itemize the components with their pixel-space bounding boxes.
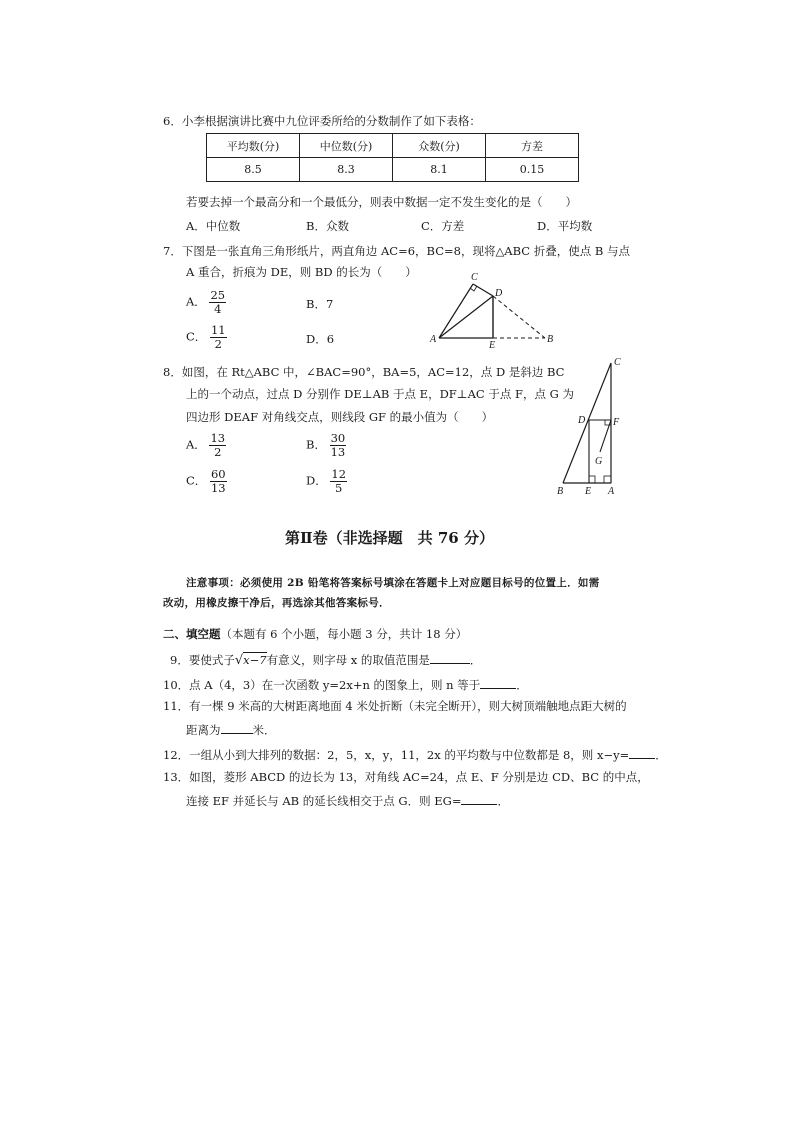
label-f: F [613, 417, 620, 428]
option-label: C． [186, 329, 207, 344]
table-header-row [207, 134, 579, 158]
q7-option-c[interactable] [186, 324, 227, 351]
q7-line2: A 重合，折痕为 DE，则 BD 的长为（ ） [186, 265, 417, 279]
q6-option-a[interactable]: A．中位数 [186, 219, 241, 233]
numerator: 13 [210, 431, 226, 445]
right-angle-mark [604, 476, 611, 483]
option-label: A． [186, 437, 206, 452]
table-cell: 8.1 [393, 158, 486, 182]
q9-radicand: x−7 [243, 653, 267, 667]
sqrt-icon: √ [234, 653, 244, 668]
q8-option-c[interactable] [186, 468, 227, 495]
label-b: B [557, 486, 564, 497]
denominator: 5 [335, 481, 343, 495]
numerator: 60 [210, 467, 226, 481]
part-desc: （本题有 6 个小题，每小题 3 分，共计 18 分） [220, 627, 468, 641]
q7-line1: 7．下图是一张直角三角形纸片，两直角边 AC=6，BC=8，现将△ABC 折叠，使点 B 与点 [163, 244, 630, 258]
numerator: 11 [210, 323, 226, 337]
q7-option-a[interactable] [186, 289, 226, 316]
denominator: 13 [210, 481, 226, 495]
table-header-cell: 方差 [486, 134, 579, 158]
q9-end: ． [469, 653, 482, 667]
table-cell: 8.3 [300, 158, 393, 182]
q10 [163, 676, 528, 693]
q10-end: ． [516, 678, 528, 692]
denominator: 2 [214, 445, 222, 459]
q8-line3: 四边形 DEAF 对角线交点，则线段 GF 的最小值为（ ） [186, 410, 494, 424]
q9-pre: 9．要使式子 [170, 653, 235, 667]
fraction [330, 432, 347, 459]
right-angle-mark [589, 476, 595, 483]
answer-blank[interactable] [629, 746, 655, 759]
q10-pre: 10．点 A（4，3）在一次函数 y=2x+n 的图象上，则 n 等于 [163, 678, 481, 692]
q6-stem: 6．小李根据演讲比赛中九位评委所给的分数制作了如下表格： [163, 114, 481, 128]
table-header-cell: 中位数(分) [300, 134, 393, 158]
q7-triangle-figure [425, 268, 560, 350]
q7-option-d[interactable]: D．6 [306, 332, 335, 346]
q13-end: ． [497, 794, 509, 808]
q6-stats-table [206, 133, 579, 182]
fraction [209, 289, 226, 316]
q8-line1: 8．如图，在 Rt△ABC 中，∠BAC=90°，BA=5，AC=12，点 D 是斜边 BC [163, 365, 565, 379]
label-b: B [547, 334, 554, 345]
label-g: G [595, 456, 603, 467]
answer-blank[interactable] [430, 651, 470, 664]
fraction [210, 468, 227, 495]
q11-line1: 11．有一棵 9 米高的大树距离地面 4 米处折断（未完全断开），则大树顶端触地点距大树的 [163, 699, 627, 713]
q12-end: ． [655, 748, 667, 762]
part-heading [163, 626, 467, 642]
option-label: D． [306, 473, 327, 488]
answer-blank[interactable] [461, 792, 497, 805]
q8-option-d[interactable] [306, 468, 347, 495]
label-a: A [430, 334, 437, 345]
label-c: C [614, 357, 621, 368]
segment-db-dashed [493, 296, 545, 338]
q13-line2 [186, 792, 509, 809]
label-a: A [608, 486, 615, 497]
q13-pre: 连接 EF 并延长与 AB 的延长线相交于点 G．则 EG= [186, 794, 462, 808]
notice-line1: 注意事项：必须使用 2B 铅笔将答案标号填涂在答题卡上对应题目标号的位置上．如需 [186, 577, 600, 589]
segment-bc [563, 363, 611, 483]
q11-line2 [186, 721, 276, 738]
table-header-cell: 平均数(分) [207, 134, 300, 158]
answer-blank[interactable] [221, 721, 253, 734]
table-cell: 8.5 [207, 158, 300, 182]
q8-option-a[interactable] [186, 432, 226, 459]
fraction [210, 324, 227, 351]
table-row [207, 158, 579, 182]
q8-line2: 上的一个动点，过点 D 分别作 DE⊥AB 于点 E，DF⊥AC 于点 F，点 G 为 [186, 387, 574, 401]
section-title: 第Ⅱ卷（非选择题 共 76 分） [285, 529, 494, 547]
option-label: B． [306, 437, 326, 452]
label-d: D [578, 415, 586, 426]
q8-triangle-figure [552, 355, 627, 500]
q9-post: 有意义，则字母 x 的取值范围是 [266, 653, 430, 667]
answer-blank[interactable] [480, 676, 516, 689]
q12 [163, 746, 667, 763]
fraction [209, 432, 226, 459]
option-label: A． [186, 294, 206, 309]
q6-option-b[interactable]: B．众数 [306, 219, 349, 233]
q11-pre: 距离为 [186, 723, 221, 737]
table-cell: 0.15 [486, 158, 579, 182]
part-title: 二、填空题 [163, 627, 221, 641]
segment-ca [439, 284, 473, 338]
numerator: 25 [210, 288, 226, 302]
notice-line2: 改动，用橡皮擦干净后，再选涂其他答案标号． [163, 597, 390, 609]
numerator: 12 [331, 467, 347, 481]
label-d: D [495, 288, 503, 299]
numerator: 30 [330, 431, 346, 445]
label-e: E [585, 486, 592, 497]
denominator: 2 [214, 337, 222, 351]
q13-line1: 13．如图，菱形 ABCD 的边长为 13，对角线 AC=24，点 E、F 分别是边 CD、BC 的中点， [163, 770, 649, 784]
q6-option-c[interactable]: C．方差 [421, 219, 465, 233]
label-e: E [489, 340, 496, 350]
q6-option-d[interactable]: D．平均数 [537, 219, 593, 233]
segment-ad [439, 296, 493, 338]
q6-question: 若要去掉一个最高分和一个最低分，则表中数据一定不发生变化的是（ ） [186, 195, 577, 209]
q12-pre: 12．一组从小到大排列的数据：2，5，x，y，11，2x 的平均数与中位数都是 8，则 x−y= [163, 748, 630, 762]
denominator: 4 [214, 302, 222, 316]
label-c: C [471, 272, 478, 283]
fraction [330, 468, 347, 495]
q11-end: 米． [252, 723, 276, 737]
q8-option-b[interactable] [306, 432, 346, 459]
option-label: C． [186, 473, 207, 488]
segment-cd [473, 284, 493, 296]
q7-option-b[interactable]: B．7 [306, 297, 334, 311]
q9 [170, 651, 481, 669]
table-header-cell: 众数(分) [393, 134, 486, 158]
denominator: 13 [330, 445, 346, 459]
